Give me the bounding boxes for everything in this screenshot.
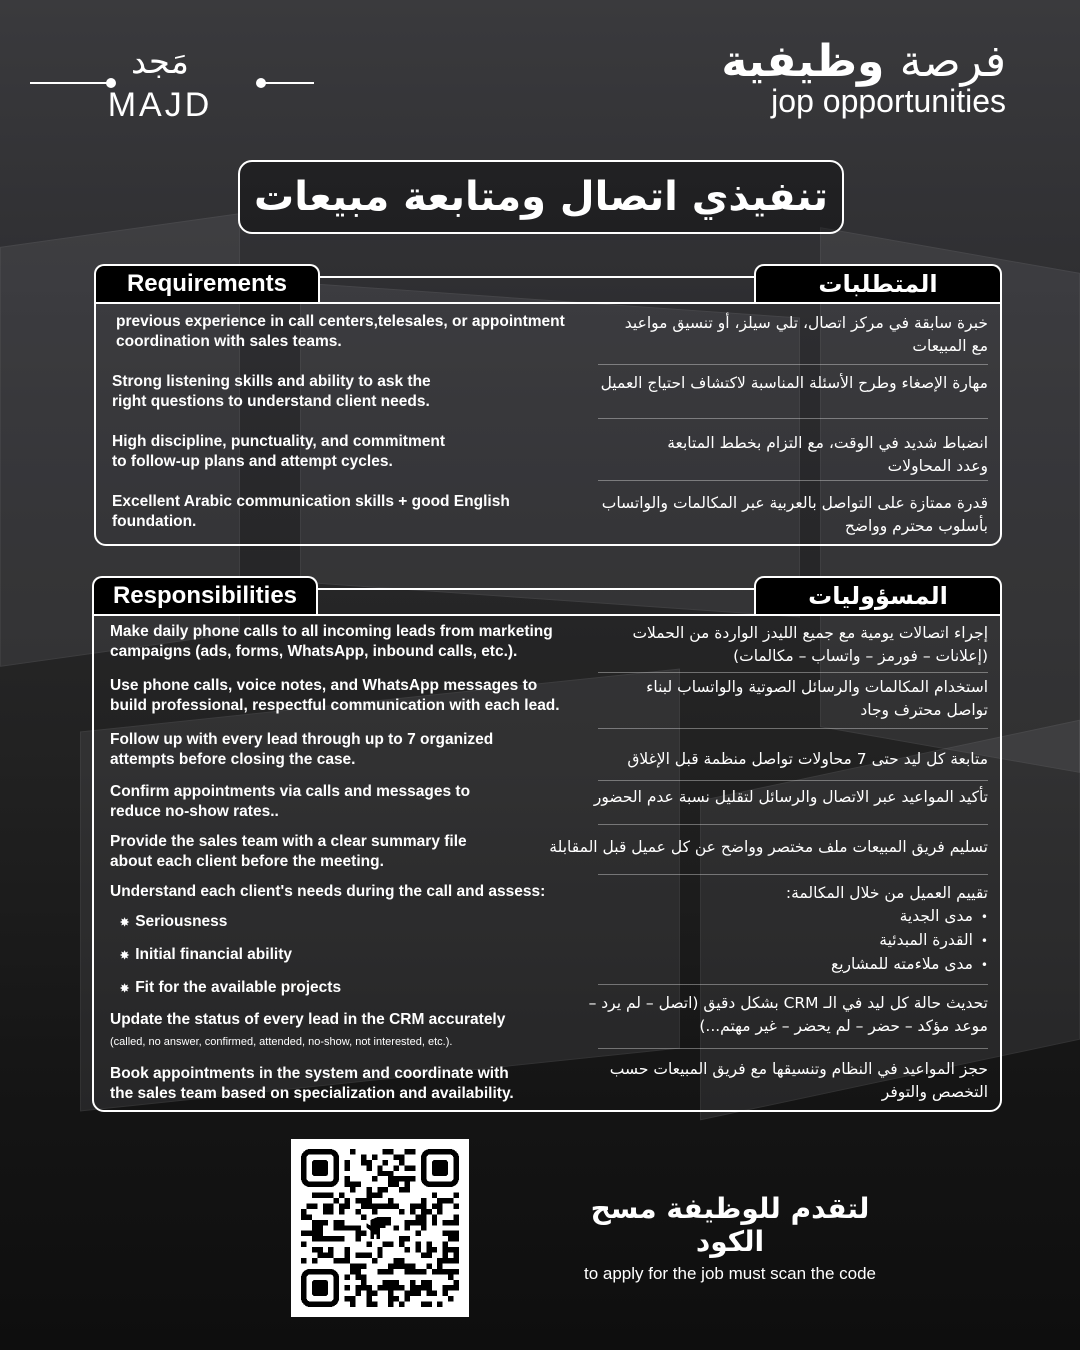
- requirement-en: Strong listening skills and ability to ask the right questions to understand client needs.: [112, 373, 431, 410]
- requirement-row: [112, 372, 988, 412]
- responsibility-en: Confirm appointments via calls and messages to reduce no-show rates..: [110, 783, 471, 820]
- requirement-ar: مهارة الإصغاء وطرح الأسئلة المناسبة لاكتشاف احتياج العميل: [600, 374, 988, 392]
- apply-en: to apply for the job must scan the code: [583, 1264, 876, 1283]
- responsibility-row: [110, 832, 988, 872]
- opportunity-ar-bold: وظيفية: [721, 36, 885, 87]
- responsibility-ar: إجراء اتصالات يومية مع جميع الليدز الواردة من الحملات (إعلانات – فورمز – واتساب – مكالمات): [632, 624, 988, 665]
- assess-en: Understand each client's needs during the call and assess:: [110, 883, 546, 900]
- job-opportunity-heading: [721, 36, 1006, 120]
- crm-en-small: (called, no answer, confirmed, attended, no-show, not interested, etc.).: [110, 1036, 453, 1048]
- assess-ar: تقييم العميل من خلال المكالمة:: [785, 884, 988, 902]
- crm-ar: تحديث حالة كل ليد في الـ CRM بشكل دقيق (اتصل – لم يرد – موعد مؤكد – حضر – لم يحضر – غير مهتم...): [588, 994, 988, 1035]
- opportunity-ar-light: فرصة: [899, 36, 1006, 87]
- responsibility-ar: متابعة كل ليد حتى 7 محاولات تواصل منظمة قبل الإغلاق: [627, 750, 988, 768]
- logo-english: MAJD: [107, 86, 213, 124]
- assess-block-ar: [688, 882, 988, 977]
- requirements-section: [94, 270, 1002, 546]
- requirement-row: [112, 432, 988, 478]
- book-ar: حجز المواعيد في النظام وتنسيقها مع فريق المبيعات حسب التخصص والتوفر: [609, 1060, 988, 1101]
- assess-row: [110, 882, 988, 1005]
- responsibility-en: Provide the sales team with a clear summary file about each client before the meeting.: [110, 833, 467, 870]
- requirement-row: [112, 312, 988, 358]
- requirement-en: High discipline, punctuality, and commitment to follow-up plans and attempt cycles.: [112, 433, 445, 470]
- responsibility-row: [110, 622, 988, 668]
- responsibility-ar: تأكيد المواعيد عبر الاتصال والرسائل لتقليل نسبة عدم الحضور: [593, 788, 988, 806]
- majd-logo: [30, 42, 290, 132]
- bullet-icon: ✸: [120, 983, 130, 995]
- responsibility-ar: تسليم فريق المبيعات ملف مختصر وواضح عن كل عميل قبل المقابلة: [549, 838, 988, 856]
- responsibility-row: [110, 730, 988, 771]
- book-en: Book appointments in the system and coordinate with the sales team based on specialization and availability.: [110, 1065, 514, 1102]
- qr-code-icon[interactable]: [291, 1139, 469, 1317]
- requirement-ar: انضباط شديد في الوقت، مع التزام بخطط المتابعة وعدد المحاولات: [667, 434, 988, 475]
- crm-row: [110, 994, 988, 1052]
- requirements-tab-en: Requirements: [94, 264, 320, 302]
- assess-point-en: ✸ Initial financial ability: [120, 946, 292, 963]
- opportunity-en: jop opportunities: [771, 83, 1006, 119]
- assess-block-en: [110, 882, 570, 1005]
- apply-instructions: [560, 1192, 900, 1284]
- responsibility-row: [110, 676, 988, 722]
- job-title: تنفيذي اتصال ومتابعة مبيعات: [254, 174, 828, 220]
- apply-ar: لتقدم للوظيفة مسح الكود: [590, 1192, 870, 1258]
- responsibilities-tab-en: Responsibilities: [92, 576, 318, 614]
- requirement-en: previous experience in call centers,telesales, or appointment coordination with sales teams.: [116, 313, 565, 350]
- requirement-ar: قدرة ممتازة على التواصل بالعربية عبر المكالمات والواتساب بأسلوب محترم وواضح: [601, 494, 988, 535]
- responsibility-en: Make daily phone calls to all incoming leads from marketing campaigns (ads, forms, WhatsApp, inbound calls, etc.).: [110, 623, 553, 660]
- responsibility-row: [110, 782, 988, 822]
- book-row: [110, 1060, 988, 1104]
- crm-block-en: [110, 1010, 530, 1052]
- requirements-tab-ar: المتطلبات: [754, 264, 1002, 302]
- assess-point-ar: • القدرة المبدئية: [688, 929, 988, 953]
- assess-point-en: ✸ Fit for the available projects: [120, 979, 342, 996]
- responsibilities-section: [92, 582, 1002, 1112]
- responsibilities-tab-ar: المسؤوليات: [754, 576, 1002, 614]
- bullet-icon: ✸: [120, 950, 130, 962]
- job-title-box: [238, 160, 844, 234]
- responsibility-en: Use phone calls, voice notes, and WhatsApp messages to build professional, respectful communication with each lead.: [110, 677, 560, 714]
- assess-point-ar: • مدى الجدية: [688, 905, 988, 929]
- crm-en: Update the status of every lead in the CRM accurately: [110, 1011, 506, 1028]
- responsibility-ar: استخدام المكالمات والرسائل الصوتية والواتساب لبناء تواصل محترف وجاد: [646, 678, 988, 719]
- responsibility-en: Follow up with every lead through up to 7 organized attempts before closing the case.: [110, 731, 494, 768]
- assess-point-en: ✸ Seriousness: [120, 913, 228, 930]
- logo-arabic: مَجد: [130, 42, 189, 82]
- requirement-row: [112, 492, 988, 538]
- assess-point-ar: • مدى ملاءمته للمشاريع: [688, 953, 988, 977]
- bullet-icon: ✸: [120, 917, 130, 929]
- requirement-en: Excellent Arabic communication skills + good English foundation.: [112, 493, 510, 530]
- requirement-ar: خبرة سابقة في مركز اتصال، تلي سيلز، أو تنسيق مواعيد مع المبيعات: [624, 314, 988, 355]
